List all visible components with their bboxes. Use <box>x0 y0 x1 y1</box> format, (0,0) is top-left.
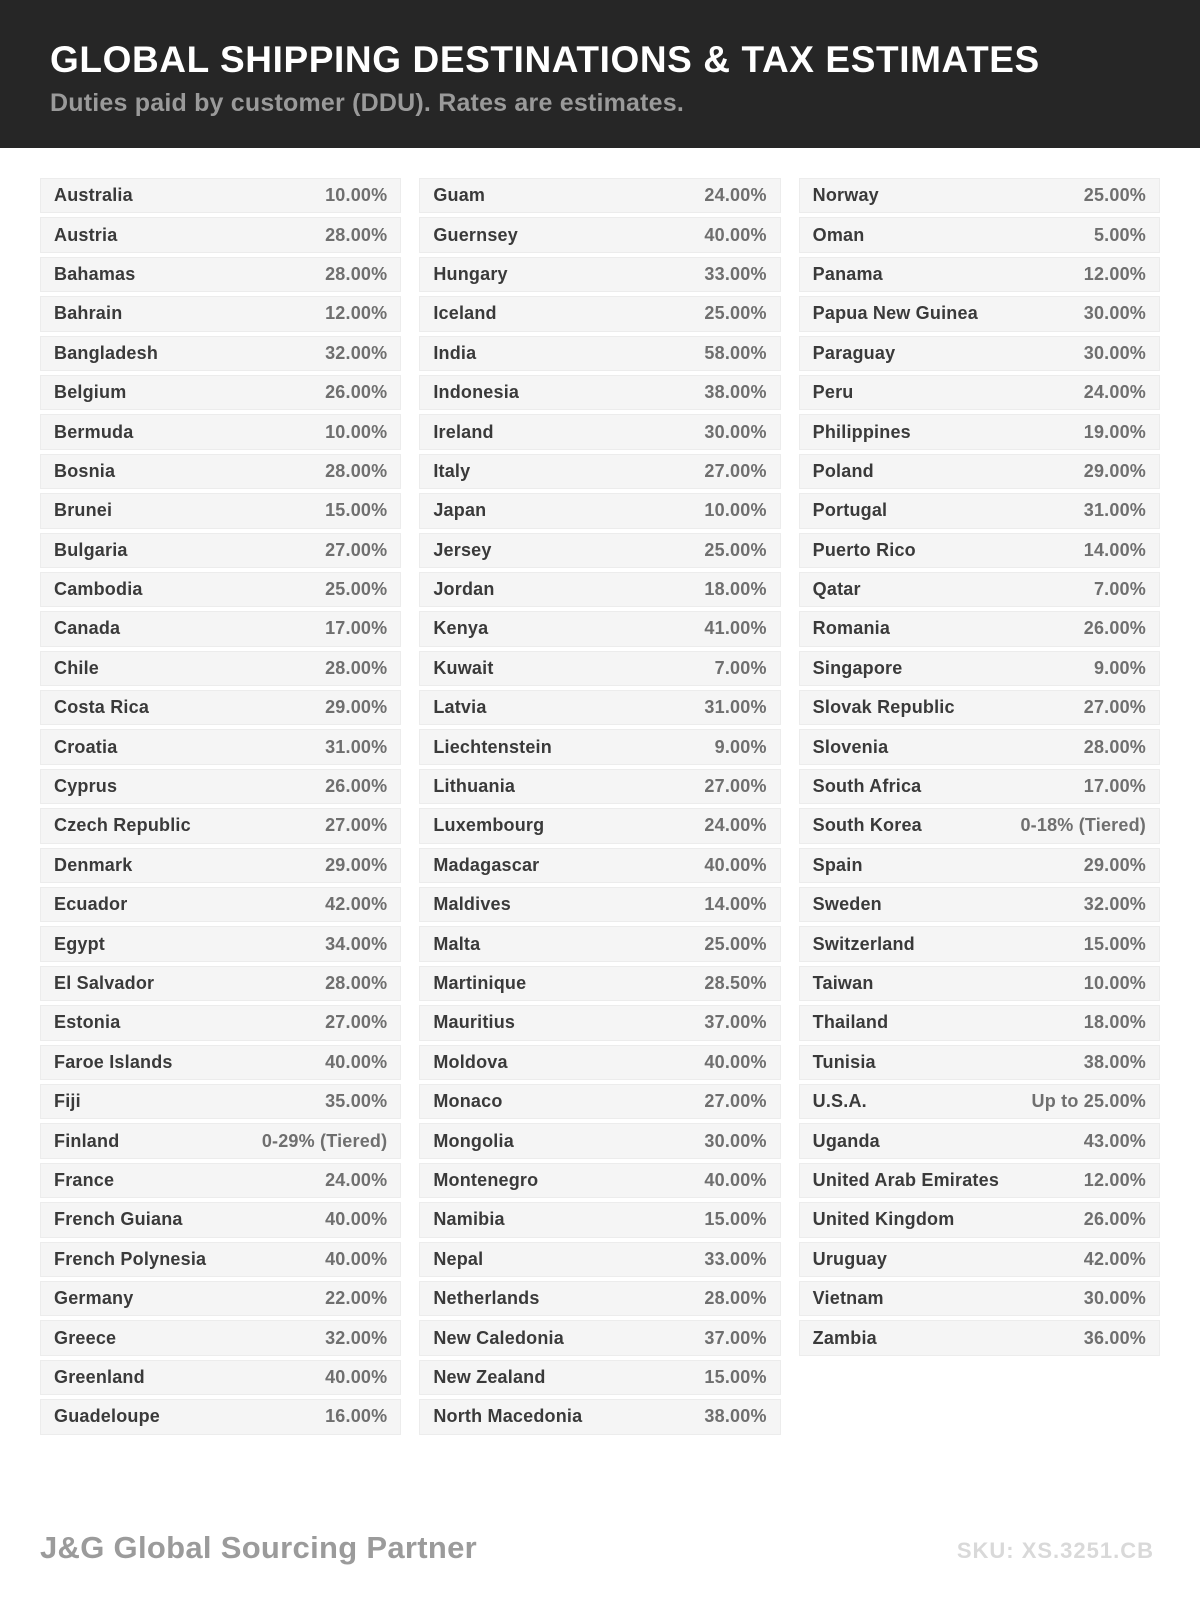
tax-rate: 25.00% <box>704 933 767 954</box>
table-row <box>40 887 401 922</box>
tax-rate: 0-29% (Tiered) <box>261 1130 388 1151</box>
country-name: Liechtenstein <box>433 736 552 757</box>
table-row <box>419 414 780 449</box>
country-name: Nepal <box>433 1248 484 1269</box>
country-name: Papua New Guinea <box>812 303 978 324</box>
country-name: Taiwan <box>812 973 874 993</box>
tax-rate: 28.00% <box>704 1288 767 1309</box>
table-row <box>40 257 401 292</box>
country-name: Ecuador <box>54 894 128 915</box>
country-name: Kenya <box>433 618 489 639</box>
tax-rate: 35.00% <box>325 1091 388 1112</box>
country-name: U.S.A. <box>812 1091 867 1112</box>
table-row <box>419 611 780 646</box>
table-row <box>419 887 780 922</box>
country-name: Costa Rica <box>54 697 150 718</box>
country-name: Portugal <box>812 500 888 521</box>
table-row <box>799 651 1160 686</box>
table-row <box>799 336 1160 371</box>
table-row <box>40 1399 401 1434</box>
table-row <box>40 926 401 961</box>
tax-rate: 40.00% <box>704 1051 767 1072</box>
table-row <box>40 1281 401 1316</box>
country-name: Mauritius <box>433 1012 516 1033</box>
country-name: South Africa <box>812 776 922 797</box>
tax-rate: 9.00% <box>1093 657 1146 678</box>
tax-rate: 29.00% <box>325 697 388 718</box>
table-row <box>40 1045 401 1080</box>
tax-rate: 15.00% <box>325 500 388 521</box>
sku-label: SKU: XS.3251.CB <box>956 1538 1154 1563</box>
tax-rate: 40.00% <box>325 1366 388 1387</box>
country-name: Uganda <box>812 1130 880 1151</box>
country-name: French Guiana <box>54 1209 183 1230</box>
tax-rate: 12.00% <box>1083 263 1146 284</box>
tax-rate: 29.00% <box>325 854 388 875</box>
tax-rate: 10.00% <box>1083 973 1146 993</box>
tax-rate: 40.00% <box>325 1248 388 1269</box>
country-name: Vietnam <box>812 1288 884 1309</box>
country-name: Brunei <box>54 500 113 521</box>
table-row <box>419 651 780 686</box>
tax-rate: 38.00% <box>1083 1051 1146 1072</box>
table-column-2 <box>419 178 780 1435</box>
country-name: Cyprus <box>54 776 118 797</box>
tax-rate: 32.00% <box>1083 894 1146 915</box>
table-column-3 <box>799 178 1160 1356</box>
table-row <box>40 178 401 213</box>
table-row <box>799 1242 1160 1277</box>
table-row <box>40 1084 401 1119</box>
table-row <box>419 336 780 371</box>
table-row <box>419 533 780 568</box>
table-row <box>419 296 780 331</box>
table-row <box>799 1005 1160 1040</box>
table-row <box>40 533 401 568</box>
country-name: Chile <box>54 657 100 678</box>
tax-rate: 30.00% <box>704 1130 767 1151</box>
table-row <box>799 926 1160 961</box>
tax-rate: 10.00% <box>325 185 388 206</box>
tax-rate: 26.00% <box>325 776 388 797</box>
table-row <box>40 729 401 764</box>
table-row <box>40 336 401 371</box>
table-row <box>799 1202 1160 1237</box>
country-name: Netherlands <box>433 1288 540 1309</box>
table-row <box>40 1320 401 1355</box>
country-name: Lithuania <box>433 776 516 797</box>
country-name: Guadeloupe <box>54 1406 161 1427</box>
table-row <box>799 572 1160 607</box>
table-row <box>799 966 1160 1001</box>
table-column-1 <box>40 178 401 1435</box>
tax-rate: 15.00% <box>704 1209 767 1230</box>
country-name: Italy <box>433 460 471 481</box>
tax-rate: 40.00% <box>325 1209 388 1230</box>
tax-rate: 30.00% <box>1083 303 1146 324</box>
tax-rate: 22.00% <box>325 1288 388 1309</box>
table-row <box>419 848 780 883</box>
country-name: India <box>433 342 477 363</box>
country-name: Monaco <box>433 1091 503 1112</box>
country-name: Bangladesh <box>54 342 159 363</box>
tax-rate: 37.00% <box>704 1327 767 1348</box>
tax-rate: 40.00% <box>704 854 767 875</box>
table-row <box>419 1360 780 1395</box>
country-name: Bosnia <box>54 460 116 481</box>
table-row <box>799 375 1160 410</box>
header <box>0 0 1200 148</box>
table-row <box>419 454 780 489</box>
table-row <box>40 454 401 489</box>
tax-rate: 14.00% <box>704 894 767 915</box>
country-name: French Polynesia <box>54 1248 207 1269</box>
tax-rate: 10.00% <box>325 421 388 442</box>
country-name: United Kingdom <box>812 1209 955 1230</box>
table-row <box>419 1399 780 1434</box>
tax-rate: 27.00% <box>325 1012 388 1033</box>
tax-rate: 18.00% <box>704 579 767 600</box>
tax-rate: 30.00% <box>1083 1288 1146 1309</box>
table-row <box>419 493 780 528</box>
country-name: Slovenia <box>812 736 889 757</box>
table-row <box>799 493 1160 528</box>
country-name: Oman <box>812 224 865 245</box>
tax-rate: 31.00% <box>1083 500 1146 521</box>
country-name: Poland <box>812 460 874 481</box>
table-row <box>799 1320 1160 1355</box>
tax-rate: 27.00% <box>704 776 767 797</box>
country-name: Philippines <box>812 421 911 442</box>
tax-rate: 27.00% <box>325 815 388 836</box>
tax-rate: 28.00% <box>325 460 388 481</box>
country-name: Zambia <box>812 1327 877 1348</box>
tax-rate: 7.00% <box>1093 579 1146 600</box>
tax-rate: 5.00% <box>1093 224 1146 245</box>
tax-rate: 24.00% <box>325 1169 388 1190</box>
table-row <box>40 217 401 252</box>
country-name: Jersey <box>433 539 492 560</box>
country-name: Bahrain <box>54 303 123 324</box>
table-row <box>419 375 780 410</box>
tax-rate: 16.00% <box>325 1406 388 1427</box>
country-name: Namibia <box>433 1209 505 1230</box>
country-name: Belgium <box>54 382 127 403</box>
tax-rate: 25.00% <box>1083 185 1146 206</box>
table-row <box>799 1123 1160 1158</box>
country-name: Kuwait <box>433 657 494 678</box>
country-name: Paraguay <box>812 342 896 363</box>
table-row <box>799 1084 1160 1119</box>
table-row <box>419 257 780 292</box>
country-name: Greenland <box>54 1366 145 1387</box>
table-row <box>799 808 1160 843</box>
country-name: Iceland <box>433 303 497 324</box>
country-name: Switzerland <box>812 933 915 954</box>
table-row <box>40 572 401 607</box>
country-name: Bermuda <box>54 421 134 442</box>
tax-rate: 36.00% <box>1083 1327 1146 1348</box>
table-row <box>799 690 1160 725</box>
tax-rate: 43.00% <box>1083 1130 1146 1151</box>
country-name: Austria <box>54 224 118 245</box>
tax-rate: 28.00% <box>325 263 388 284</box>
tax-rate: 27.00% <box>704 460 767 481</box>
tax-rate: 31.00% <box>325 736 388 757</box>
table-row <box>40 375 401 410</box>
footer <box>40 1530 1154 1566</box>
country-name: New Zealand <box>433 1366 546 1387</box>
tax-rate: 28.00% <box>1083 736 1146 757</box>
table-row <box>40 1163 401 1198</box>
table-row <box>419 690 780 725</box>
country-name: New Caledonia <box>433 1327 564 1348</box>
table-row <box>419 1281 780 1316</box>
country-name: Bahamas <box>54 263 136 284</box>
table-row <box>419 1123 780 1158</box>
tax-rate: 40.00% <box>704 1169 767 1190</box>
country-name: Guernsey <box>433 224 518 245</box>
tax-rate: 24.00% <box>704 185 767 206</box>
table-row <box>419 769 780 804</box>
table-row <box>799 887 1160 922</box>
tax-rate: 32.00% <box>325 342 388 363</box>
tax-rate: 19.00% <box>1083 421 1146 442</box>
table-row <box>40 1360 401 1395</box>
tax-rate: 10.00% <box>704 500 767 521</box>
tax-rate: 14.00% <box>1083 539 1146 560</box>
table-row <box>419 966 780 1001</box>
country-name: Greece <box>54 1327 117 1348</box>
tax-rate: 28.50% <box>704 973 767 993</box>
table-row <box>799 296 1160 331</box>
page-subtitle: Duties paid by customer (DDU). Rates are estimates. <box>50 88 685 117</box>
brand-name: J&G Global Sourcing Partner <box>40 1530 478 1565</box>
country-name: Fiji <box>54 1091 81 1112</box>
table-row <box>419 1320 780 1355</box>
country-name: Estonia <box>54 1012 121 1033</box>
country-name: Jordan <box>433 579 495 600</box>
country-name: Denmark <box>54 854 133 875</box>
country-name: Faroe Islands <box>54 1051 173 1072</box>
tax-rate: 7.00% <box>714 657 767 678</box>
tax-rate: 24.00% <box>1083 382 1146 403</box>
tax-rate: 26.00% <box>325 382 388 403</box>
table-row <box>419 729 780 764</box>
tax-rate: 9.00% <box>714 736 767 757</box>
table-row <box>40 808 401 843</box>
country-name: Indonesia <box>433 382 520 403</box>
country-name: Latvia <box>433 697 487 718</box>
country-name: Hungary <box>433 263 508 284</box>
tax-rate: 27.00% <box>1083 697 1146 718</box>
tax-rate: 17.00% <box>325 618 388 639</box>
table-row <box>419 926 780 961</box>
table-row <box>40 1202 401 1237</box>
country-name: Moldova <box>433 1051 508 1072</box>
country-name: Guam <box>433 185 486 206</box>
table-row <box>40 1123 401 1158</box>
tax-rate: 38.00% <box>704 382 767 403</box>
country-name: Tunisia <box>812 1051 876 1072</box>
country-name: Puerto Rico <box>812 539 916 560</box>
tax-rate: 27.00% <box>704 1091 767 1112</box>
country-name: Australia <box>54 185 133 206</box>
country-name: Panama <box>812 263 883 284</box>
page-title: GLOBAL SHIPPING DESTINATIONS & TAX ESTIMATES <box>50 39 1040 80</box>
table-row <box>799 1281 1160 1316</box>
country-name: Croatia <box>54 736 118 757</box>
country-name: Peru <box>812 382 854 403</box>
table-row <box>799 217 1160 252</box>
country-name: Spain <box>812 854 863 875</box>
table-row <box>799 257 1160 292</box>
tax-rate: 12.00% <box>1083 1169 1146 1190</box>
country-name: El Salvador <box>54 973 155 993</box>
table-row <box>40 414 401 449</box>
tax-rate: 42.00% <box>1083 1248 1146 1269</box>
country-name: Madagascar <box>433 854 540 875</box>
tax-rate: 33.00% <box>704 1248 767 1269</box>
table-row <box>419 1163 780 1198</box>
country-name: Japan <box>433 500 487 521</box>
country-name: Canada <box>54 618 121 639</box>
tax-rate: 41.00% <box>704 618 767 639</box>
country-name: South Korea <box>812 815 922 836</box>
tax-rate: 58.00% <box>704 342 767 363</box>
tax-rate: 15.00% <box>1083 933 1146 954</box>
tax-rate: 26.00% <box>1083 618 1146 639</box>
country-name: Luxembourg <box>433 815 545 836</box>
tax-rate: 28.00% <box>325 973 388 993</box>
table-row <box>40 651 401 686</box>
tax-rate: 25.00% <box>704 303 767 324</box>
country-name: Romania <box>812 618 891 639</box>
tax-rate: 15.00% <box>704 1366 767 1387</box>
table-row <box>40 296 401 331</box>
tax-rate: 27.00% <box>325 539 388 560</box>
table-row <box>799 533 1160 568</box>
country-name: Singapore <box>812 657 903 678</box>
table-row <box>799 769 1160 804</box>
country-name: Montenegro <box>433 1169 539 1190</box>
tax-rate: Up to 25.00% <box>1031 1091 1146 1112</box>
country-name: Egypt <box>54 933 106 954</box>
country-name: Uruguay <box>812 1248 888 1269</box>
country-name: Thailand <box>812 1012 889 1033</box>
country-name: Bulgaria <box>54 539 128 560</box>
table-row <box>419 1242 780 1277</box>
tax-rate: 26.00% <box>1083 1209 1146 1230</box>
country-name: Norway <box>812 185 879 206</box>
tax-rate: 38.00% <box>704 1406 767 1427</box>
table-row <box>40 966 401 1001</box>
table-row <box>799 1045 1160 1080</box>
tax-rate: 40.00% <box>325 1051 388 1072</box>
tax-rate: 40.00% <box>704 224 767 245</box>
tax-rate: 33.00% <box>704 263 767 284</box>
country-name: Czech Republic <box>54 815 191 836</box>
country-name: Sweden <box>812 894 882 915</box>
table-row <box>40 769 401 804</box>
table-row <box>419 808 780 843</box>
tax-rate: 29.00% <box>1083 854 1146 875</box>
country-name: Finland <box>54 1130 120 1151</box>
tax-rate: 25.00% <box>704 539 767 560</box>
country-name: Germany <box>54 1288 134 1309</box>
country-name: Ireland <box>433 421 494 442</box>
table-row <box>799 454 1160 489</box>
tax-rate: 12.00% <box>325 303 388 324</box>
table-row <box>799 848 1160 883</box>
table-row <box>419 1045 780 1080</box>
tax-rate: 17.00% <box>1083 776 1146 797</box>
table-row <box>799 611 1160 646</box>
tax-rate: 37.00% <box>704 1012 767 1033</box>
tax-rate: 30.00% <box>704 421 767 442</box>
tax-rate: 42.00% <box>325 894 388 915</box>
tax-rate: 31.00% <box>704 697 767 718</box>
table-row <box>419 1005 780 1040</box>
table-row <box>40 1242 401 1277</box>
table-row <box>419 572 780 607</box>
tax-rate: 24.00% <box>704 815 767 836</box>
country-name: Cambodia <box>54 579 143 600</box>
table-row <box>799 414 1160 449</box>
tax-rate: 29.00% <box>1083 460 1146 481</box>
country-name: Malta <box>433 933 481 954</box>
table-row <box>799 1163 1160 1198</box>
tax-rate: 34.00% <box>325 933 388 954</box>
table-row <box>799 178 1160 213</box>
table-row <box>40 1005 401 1040</box>
tax-rate: 28.00% <box>325 224 388 245</box>
country-name: United Arab Emirates <box>812 1169 1000 1190</box>
table-row <box>40 493 401 528</box>
tax-rate: 32.00% <box>325 1327 388 1348</box>
tax-rate: 18.00% <box>1083 1012 1146 1033</box>
tax-rate: 28.00% <box>325 657 388 678</box>
tax-rate: 0-18% (Tiered) <box>1020 815 1146 836</box>
table-row <box>799 729 1160 764</box>
tax-rate: 25.00% <box>325 579 388 600</box>
country-name: Slovak Republic <box>812 697 955 718</box>
tax-rate: 30.00% <box>1083 342 1146 363</box>
table-row <box>419 217 780 252</box>
country-name: France <box>54 1169 115 1190</box>
country-name: Mongolia <box>433 1130 514 1151</box>
table-row <box>40 690 401 725</box>
country-name: Martinique <box>433 973 527 993</box>
country-name: North Macedonia <box>433 1406 583 1427</box>
table-row <box>419 1084 780 1119</box>
table-row <box>40 611 401 646</box>
country-name: Maldives <box>433 894 511 915</box>
country-name: Qatar <box>812 579 861 600</box>
table-row <box>40 848 401 883</box>
tax-rate-table <box>40 178 1160 1435</box>
table-row <box>419 178 780 213</box>
table-row <box>419 1202 780 1237</box>
